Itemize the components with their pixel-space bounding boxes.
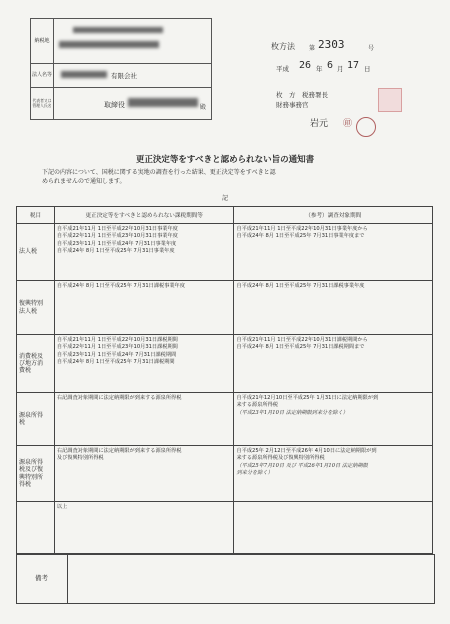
representative-prefix: 取締役 (104, 101, 125, 109)
tax-item-label: 法人税 (19, 248, 38, 256)
date-day: 17 (347, 60, 360, 71)
tax-item-label: 得税 (19, 480, 32, 488)
corp-name-row (31, 63, 211, 88)
office-code: 枚方法 (271, 42, 295, 51)
survey-cell (234, 224, 433, 281)
tax-item-cell (17, 393, 55, 446)
table-row (17, 502, 433, 554)
period-cell (54, 393, 234, 446)
tax-item-cell (17, 281, 55, 335)
handwritten-note: （平成25年7月10日 及び 平成26年1月10日 法定納期限 (236, 462, 368, 469)
remarks-divider (67, 555, 68, 603)
period-line: 自平成24年 8月 1日至平成25年 7月31日課税期間 (56, 358, 175, 365)
notice-table (16, 206, 433, 554)
officer-name: 岩元 (310, 119, 329, 129)
tax-item-cell (17, 335, 55, 393)
corp-name-label: 法人名等 (31, 63, 54, 87)
remarks-label: 備考 (35, 574, 48, 582)
survey-cell (234, 446, 433, 502)
period-line: 自平成21年11月 1日至平成22年10月31日課税期間 (56, 337, 178, 343)
header-periods: 更正決定等をすべきと認められない課税期間等 (54, 207, 234, 224)
tax-item-label: 源泉所得 (19, 458, 44, 466)
redacted-corp-name (61, 71, 107, 78)
period-line: 自平成22年11月 1日至平成23年10月31日課税期間 (56, 344, 178, 351)
period-line: 右記調査対象期間に法定納期限が到来する源泉所得税 (56, 395, 182, 401)
official-stamp (378, 88, 402, 112)
date-year-unit: 年 (316, 65, 323, 73)
survey-line: 来する源泉所得税及び復興特別所得税 (236, 455, 325, 462)
period-cell (54, 446, 234, 502)
redacted-address (73, 27, 163, 33)
survey-line: 自平成24年 8月 1日至平成25年 7月31日課税期間まで (236, 344, 365, 351)
tax-item-cell (17, 502, 55, 554)
date-month-unit: 月 (337, 65, 344, 73)
taxpayer-location-label: 納税地 (31, 19, 54, 63)
table-row (17, 335, 433, 393)
period-cell (54, 335, 234, 393)
tax-item-label: び地方消 (19, 359, 44, 367)
taxpayer-location-row (31, 19, 211, 64)
tax-item-label: 興特別所 (19, 473, 44, 481)
handwritten-note: 到来分を除く） (236, 469, 273, 476)
period-cell (54, 502, 234, 554)
table-header-row (17, 207, 433, 224)
representative-suffix: 殿 (200, 104, 207, 111)
tax-item-cell (17, 446, 55, 502)
date-era: 平成 (276, 65, 289, 73)
survey-line: 来する源泉所得税 (236, 402, 278, 409)
document-number: 2303 (318, 38, 345, 51)
period-line: 自平成21年11月 1日至平成22年10月31日事業年度 (56, 226, 178, 232)
survey-cell (234, 335, 433, 393)
period-line: 自平成22年11月 1日至平成23年10月31日事業年度 (56, 233, 178, 240)
redacted-representative (128, 98, 198, 107)
closing-mark: 以上 (56, 504, 68, 510)
survey-cell (234, 281, 433, 335)
remarks-box (16, 554, 435, 604)
table-row (17, 224, 433, 281)
officer-title: 財務事務官 (276, 101, 309, 109)
tax-item-label: 源泉所得 (19, 411, 44, 419)
survey-line: 自平成25年 2月12日至平成26年 4月10日に法定納期限が到 (236, 448, 377, 454)
tax-item-label: 税及び復 (19, 466, 44, 474)
tax-item-label: 費税 (19, 367, 32, 375)
ki-mark: 記 (222, 195, 229, 202)
intro-line-2: められませんので通知します。 (42, 178, 126, 185)
date-year: 26 (299, 60, 312, 71)
survey-line: 自平成21年11月 1日至平成22年10月31日課税期間から (236, 337, 368, 343)
redacted-address-2 (59, 41, 159, 48)
number-prefix: 第 (309, 45, 316, 52)
handwritten-note: （平成23年1月10日 法定納期限到来分を除く） (236, 409, 348, 416)
table-row (17, 281, 433, 335)
survey-line: 自平成21年12月10日至平成25年 1月31日に法定納期限が到 (236, 395, 379, 401)
period-cell (54, 224, 234, 281)
tax-item-label: 税 (19, 419, 26, 426)
tax-item-label: 消費税及 (19, 352, 44, 360)
period-line: 自平成24年 8月 1日至平成25年 7月31日事業年度 (56, 247, 175, 254)
date-day-unit: 日 (364, 65, 371, 73)
period-line: 自平成23年11月 1日至平成24年 7月31日事業年度 (56, 240, 177, 247)
survey-line: 自平成21年11月 1日至平成22年10月31日事業年度から (236, 226, 368, 232)
personal-seal (356, 117, 376, 137)
intro-line-1: 下記の内容について、国税に関する実地の調査を行った結果、更正決定等をすべきと認 (42, 169, 276, 176)
survey-cell (234, 502, 433, 554)
seal-mark: ㊞ (343, 119, 353, 129)
survey-line: 自平成24年 8月 1日至平成25年 7月31日事業年度まで (236, 233, 365, 240)
table-row (17, 446, 433, 502)
tax-item-label: 法人税 (19, 307, 38, 315)
survey-cell (234, 393, 433, 446)
corp-suffix: 有限会社 (111, 72, 137, 80)
intro-text (42, 168, 422, 186)
period-line: 自平成23年11月 1日至平成24年 7月31日課税期間 (56, 351, 177, 358)
date-month: 6 (327, 60, 334, 71)
tax-office-name: 枚 方 税務署長 (276, 91, 328, 99)
header-survey-period: （参考）調査対象期間 (234, 207, 433, 224)
period-cell (54, 281, 234, 335)
header-tax-item: 税目 (17, 207, 55, 224)
period-line: 及び復興特別所得税 (56, 455, 104, 462)
tax-item-cell (17, 224, 55, 281)
number-suffix: 号 (368, 45, 375, 52)
document-title: 更正決定等をすべきと認められない旨の通知書 (135, 155, 315, 165)
tax-item-label: 復興特別 (19, 300, 44, 308)
table-row (17, 393, 433, 446)
period-line: 右記調査対象期間に法定納期限が到来する源泉所得税 (56, 448, 182, 454)
survey-line: 自平成24年 8月 1日至平成25年 7月31日課税事業年度 (236, 283, 365, 289)
period-line: 自平成24年 8月 1日至平成25年 7月31日課税事業年度 (56, 283, 185, 289)
representative-label: 代表者又は管理人氏名 (31, 87, 54, 119)
